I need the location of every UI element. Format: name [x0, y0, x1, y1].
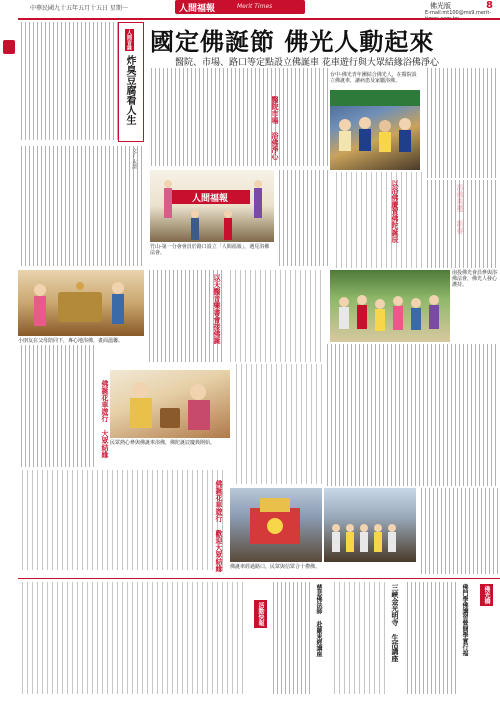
section-heading-daliao: 佛誕花車遊行 歡迎大眾結緣	[215, 480, 223, 572]
donggang-article-text	[18, 345, 96, 467]
page-subtitle: 醫院、市場、路口等定點設立佛誕車 花車遊行與大眾結緣浴佛淨心	[175, 58, 439, 68]
bottom-box-study: 佛門學佛講習營開學實行福	[461, 584, 468, 656]
page-title: 國定佛誕節 佛光人動起來	[150, 27, 435, 56]
issue-date: 中華民國九十五年五月十五日 星期一	[30, 5, 128, 12]
section-name: 佛光版	[430, 2, 451, 10]
page-header	[0, 0, 500, 18]
caption-children: 小朋友在父母陪同下，專心地浴佛，畫面溫馨。	[18, 338, 124, 344]
center-article-text	[232, 364, 322, 484]
essay-title: 炸臭豆腐看人生	[124, 55, 135, 125]
caption-float: 佛誕車經過路口，民眾與信眾合十禮佛。	[230, 564, 321, 570]
bottom-box-dharma: 慈悲佛法師 赴羅東經講座	[315, 584, 322, 657]
photo-float-right	[324, 488, 416, 562]
lead-article-text	[148, 68, 328, 166]
bottom-mid-text-2	[330, 582, 386, 694]
photo-parade-banner	[150, 170, 274, 242]
bottom-rule	[18, 578, 500, 579]
photo-volunteer-bathing	[110, 370, 230, 438]
essay-header-box	[118, 22, 144, 142]
nantou-article-text-2	[226, 270, 322, 362]
header-rule	[18, 18, 500, 20]
caption-hospital: 台中-佛光青年團結合佛光人，在醫院設立佛誕車，讓病患及家屬浴佛。	[330, 72, 417, 84]
photo-hospital-bathing	[330, 90, 420, 170]
photo-nantou-crowd	[330, 270, 450, 342]
bottom-box-activity: 活動快報	[254, 600, 267, 628]
logo-text: 人間福報	[179, 4, 216, 14]
essay-tag: 人間音緣	[126, 30, 132, 50]
section-heading-nantou: 以天醫音樂書會接佛誕	[213, 274, 221, 344]
mid-article-text	[276, 170, 330, 266]
photo-children-bathing	[18, 270, 144, 336]
bottom-mid-text	[270, 582, 310, 694]
essay-author: 文/永清	[131, 148, 137, 169]
left-essay-area	[18, 22, 144, 144]
center-right-text	[332, 172, 422, 268]
right-article-text-2	[424, 180, 498, 268]
caption-volunteer: 民眾熱心參與佛誕車浴佛，佛陀誕辰慶典開始。	[110, 440, 216, 446]
section-heading-yilan: 以浴佛慶賀佛陀誕辰	[391, 180, 399, 243]
contact-email: E-mail:mt100@ms9.merit-	[425, 10, 492, 16]
caption-parade: 竹山-第一分會會員於路口設立「人間福報」，遇見浴佛法會。	[150, 244, 270, 256]
newspaper-logo	[175, 0, 305, 14]
left-margin-strip	[0, 20, 18, 701]
essay-continued	[18, 146, 144, 266]
page-number: 8	[486, 0, 493, 11]
svg-text:人間福報: 人間福報	[191, 194, 229, 204]
section-heading-donggang: 佛誕花車遊行 大眾結緣	[101, 380, 109, 458]
bottom-box-bridge: 佛光橋	[480, 584, 493, 606]
right-article-text	[424, 68, 498, 178]
section-heading-taichung: 醫院市場 浴佛淨心	[271, 96, 279, 160]
bottom-right-text	[404, 582, 456, 694]
essay-text-lines	[18, 22, 118, 140]
dali-article-text	[18, 470, 224, 570]
logo-subtitle: Merit Times	[237, 3, 273, 10]
photo-float-left	[230, 488, 322, 562]
right-article-text-4	[418, 488, 498, 574]
right-article-text-3	[324, 344, 498, 486]
bottom-left-text	[18, 582, 244, 694]
section-icon	[3, 40, 15, 54]
caption-nantou: 南投佛光會員參與浴佛法會，佛光人發心護持。	[452, 270, 498, 288]
bottom-box-lecture: 三峽金光明寺 生活講座	[391, 584, 399, 662]
